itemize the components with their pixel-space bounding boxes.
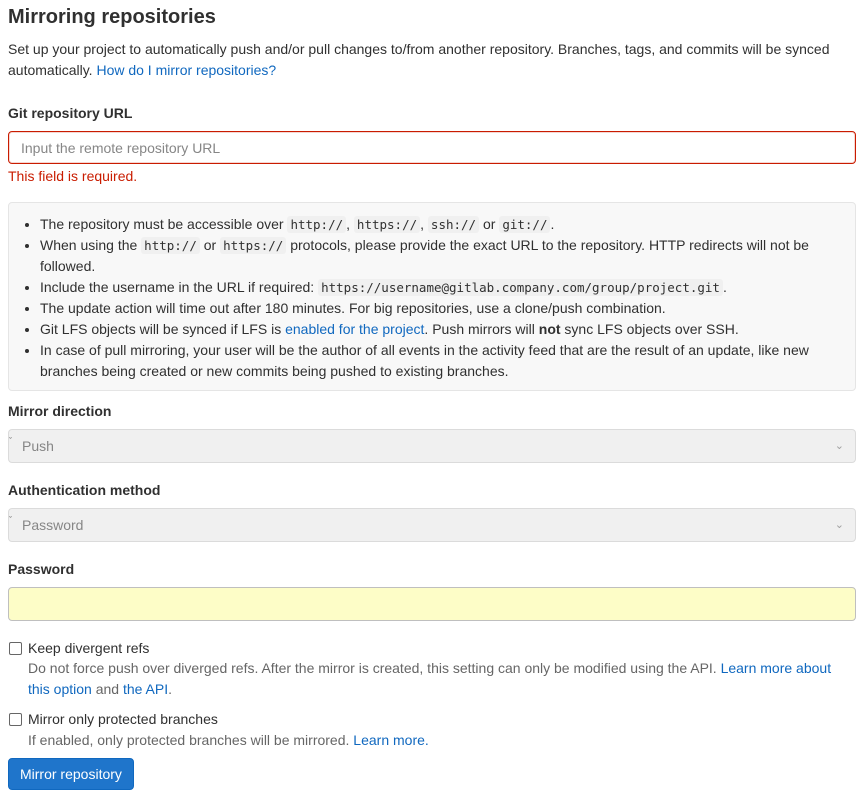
list-item: • The update action will time out after 180 minutes. For big repositories, use a clone/push combination. [40, 298, 843, 319]
list-item: • The repository must be accessible over http:// , https:// , ssh:// or git:// . [40, 214, 843, 235]
list-item: • Include the username in the URL if required: https://username@gitlab.company.com/group/project.git . [40, 277, 843, 298]
chevron-down-icon: ⌄ [834, 519, 844, 531]
mirror-direction-value: Push [22, 438, 54, 454]
mirror-direction-select[interactable] [8, 429, 856, 463]
description-text: Set up your project to automatically push and/or pull changes to/from another repository. Branches, tags, and commits will be synced automatically. [8, 41, 830, 78]
password-label: Password [8, 561, 75, 577]
protected-only-help: If enabled, only protected branches will be mirrored. Learn more. [28, 732, 429, 748]
auth-method-select[interactable] [8, 508, 856, 542]
list-item: • In case of pull mirroring, your user will be the author of all events in the activity feed that are the result of an update, like new branches being created or new commits being pushed to existing branches. [40, 340, 843, 382]
auth-method-label: Authentication method [8, 482, 161, 498]
info-list [21, 214, 843, 382]
mirror-direction-label: Mirror direction [8, 403, 112, 419]
description [8, 39, 853, 81]
auth-method-value: Password [22, 517, 84, 533]
list-item: • Git LFS objects will be synced if LFS is enabled for the project. Push mirrors will not sync LFS objects over SSH. [40, 319, 843, 340]
protected-only-checkbox[interactable] [9, 713, 22, 726]
info-box [8, 202, 856, 391]
keep-divergent-checkbox[interactable] [9, 642, 22, 655]
mirror-repository-button[interactable]: Mirror repository [8, 758, 134, 790]
repository-url-input[interactable] [8, 131, 856, 164]
list-item: • When using the http:// or https:// protocols, please provide the exact URL to the repository. HTTP redirects will not be followed. [40, 235, 843, 277]
learn-more-link[interactable]: Learn more. [353, 732, 429, 748]
protected-only-label[interactable]: Mirror only protected branches [28, 711, 218, 727]
keep-divergent-help: Do not force push over diverged refs. After the mirror is created, this setting can only be modified using the API. Learn more about this option and the API. [28, 660, 832, 697]
select-marker-icon: ˇ [9, 515, 12, 525]
learn-more-option-link[interactable]: Learn more about this option [28, 660, 832, 697]
password-input[interactable] [8, 587, 856, 621]
url-label: Git repository URL [8, 105, 133, 121]
keep-divergent-label[interactable]: Keep divergent refs [28, 640, 150, 656]
api-link[interactable]: the API [122, 681, 169, 697]
page-title: Mirroring repositories [8, 6, 216, 28]
chevron-down-icon: ⌄ [834, 440, 844, 452]
url-error-message: This field is required. [8, 168, 138, 184]
mirror-help-link[interactable]: How do I mirror repositories? [96, 62, 277, 78]
select-marker-icon: ˇ [9, 436, 12, 446]
lfs-enabled-link[interactable]: enabled for the project [285, 321, 425, 337]
